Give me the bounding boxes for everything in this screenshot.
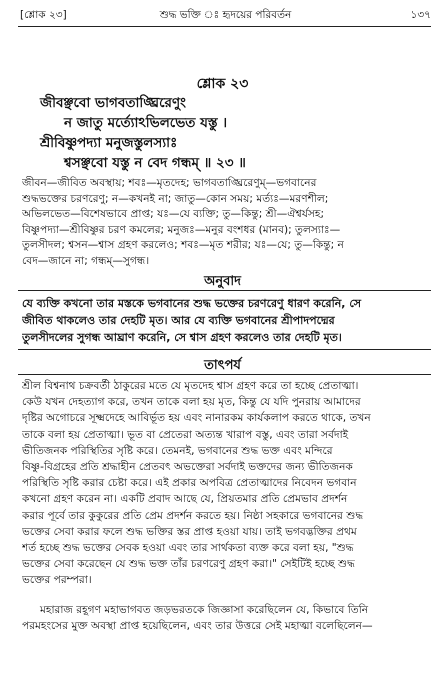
purport-line: কখনো গ্রহণ করেন না। একটি প্রবাদ আছে যে, প্রিয়তমার প্রতি প্রেমভাব প্রদর্শন (22, 493, 348, 506)
translation-line: যে ব্যক্তি কখনো তার মস্তকে ভগবানের শুদ্ধ ভক্তের চরণরেণু ধারণ করেনি, সে (22, 297, 362, 310)
translation-line: জীবিত থাকলেও তার দেহটি মৃত। আর যে ব্যক্তি ভগবানের শ্রীপাদপদ্মের (22, 314, 335, 327)
synonyms-line: বেদ—জানে না; গন্ধম্—সুগন্ধ। (22, 254, 150, 267)
shloka-title: শ্লোক ২৩ (196, 76, 249, 92)
translation-rule-top (18, 290, 431, 291)
purport-line: পরমহংসের মুক্ত অবস্থা প্রাপ্ত হয়েছিলেন, এবং তার উত্তরে সেই মহাত্মা বলেছিলেন— (22, 620, 373, 633)
verse-line: জীবঞ্ছবো ভাগবতাঙ্ঘ্রিরেণুং (40, 95, 186, 111)
purport-line: বিষ্ণু-বিগ্রহের প্রতি শ্রদ্ধাহীন প্রেতবৎ অভক্তেরা সর্বদাই ভক্তদের জন্য ভীতিজনক (22, 461, 353, 474)
purport-line: শ্রীল বিশ্বনাথ চক্রবর্তী ঠাকুরের মতে যে মৃতদেহ শ্বাস গ্রহণ করে তা হচ্ছে প্রেতাত্মা। (22, 380, 359, 392)
translation-line: তুলসীদলের সুগন্ধ আঘ্রাণ করেনি, সে শ্বাস গ্রহণ করলেও তার দেহটি মৃত। (22, 331, 342, 344)
purport-line: ভীতিজনক পরিস্থিতির সৃষ্টি করে। তেমনই, ভগবানের শুদ্ধ ভক্ত এবং মন্দিরে (22, 444, 333, 457)
verse-line: শ্রীবিষ্ণুপদ্যা মনুজস্তুলস্যাঃ (40, 135, 178, 151)
synonyms-line: বিষ্ণুপদ্যা—শ্রীবিষ্ণুর চরণ কমলের; মনুজঃ—মনুর বংশধর (মানব); তুলস্যাঃ— (22, 223, 341, 236)
header-chapter-title: শুদ্ধ ভক্তি ঃ হৃদয়ের পরিবর্তন (159, 9, 292, 21)
translation-block (22, 295, 431, 346)
synonyms-block (22, 176, 431, 270)
translation-rule-bottom (18, 349, 431, 350)
synonyms-line: জীবন—জীবিত অবস্থায়; শবঃ—মৃতদেহ; ভাগবতাঙ্ঘ্রিরেণুম্—ভগবানের (22, 177, 317, 189)
synonyms-line: শুদ্ধভক্তের চরণরেণু; ন—কখনই না; জাতু—কোন সময়; মর্ত্যঃ—মরণশীল; (22, 192, 329, 205)
page-number: ১৩৭ (410, 9, 431, 21)
purport-line: মহারাজ রহূগণ মহাভাগবত জড়ভরতকে জিজ্ঞাসা করেছিলেন যে, কিভাবে তিনি (40, 604, 369, 616)
synonyms-line: তুলসীদল; শ্বসন—শ্বাস গ্রহণ করলেও; শবঃ—মৃত শরীর; যঃ—যে; তু—কিন্তু; ন (22, 239, 344, 252)
header-verse-ref: [শ্লোক ২৩] (20, 9, 67, 21)
purport-line: ভক্তের সেবা করেছেন যে শুদ্ধ ভক্ত তাঁর চরণরেণু গ্রহণ করা।" সেইটিই হচ্ছে শুদ্ধ (22, 558, 355, 571)
synonyms-line: অভিলভেত—বিশেষভাবে প্রাপ্ত; যঃ—যে ব্যক্তি; তু—কিন্তু; শ্রী—ঐশ্বর্যসহ; (22, 208, 325, 221)
header-rule (18, 26, 431, 27)
verse-line: শ্বসঞ্ছবো যস্তু ন বেদ গন্ধম্ ॥ ২৩ ॥ (64, 155, 246, 171)
purport-line: ভক্তের সেবা করার ফলে শুদ্ধ ভক্তির স্তর প্রাপ্ত হওয়া যায়। তাই ভগবদ্ভক্তির প্রথম (22, 525, 357, 538)
purport-heading: তাৎপর্য (204, 358, 241, 373)
translation-heading: অনুবাদ (204, 274, 241, 289)
purport-line: কেউ যখন দেহত্যাগ করে, তখন তাকে বলা হয় মৃত, কিন্তু যে যদি পুনরায় আমাদের (22, 396, 361, 409)
purport-line: তাকে বলা হয় প্রেতাত্মা। ভূত বা প্রেতেরা অত্যন্ত খারাপ বস্তু, এবং তারা সর্বদাই (22, 428, 349, 441)
purport-paragraph (22, 378, 431, 589)
purport-line: শর্ত হচ্ছে শুদ্ধ ভক্তের সেবক হওয়া এবং তার সার্থকতা ব্যক্ত করে বলা হয়, "শুদ্ধ (22, 542, 354, 555)
purport-line: ভক্তের পরম্পরা। (22, 574, 92, 587)
purport-paragraph (22, 602, 431, 634)
purport-line: দৃষ্টির অগোচরে সূক্ষ্মদেহে আবির্ভূত হয় এবং নানারকম কার্যকলাপ করতে থাকে, তখন (22, 412, 371, 425)
purport-line: করার পূর্বে তার কুকুরের প্রতি প্রেম প্রদর্শন করতে হয়। নিষ্ঠা সহকারে ভগবানের শুদ্ধ (22, 509, 364, 522)
running-header (20, 6, 431, 24)
purport-line: পরিস্থিতি সৃষ্টি করার চেষ্টা করে। এই প্রকার অপবিত্র প্রেতাত্মাদের নিবেদন ভগবান (22, 477, 357, 490)
verse-line: ন জাতু মর্ত্যোঽভিলভেত যস্তু । (64, 115, 228, 131)
purport-rule (18, 374, 431, 375)
